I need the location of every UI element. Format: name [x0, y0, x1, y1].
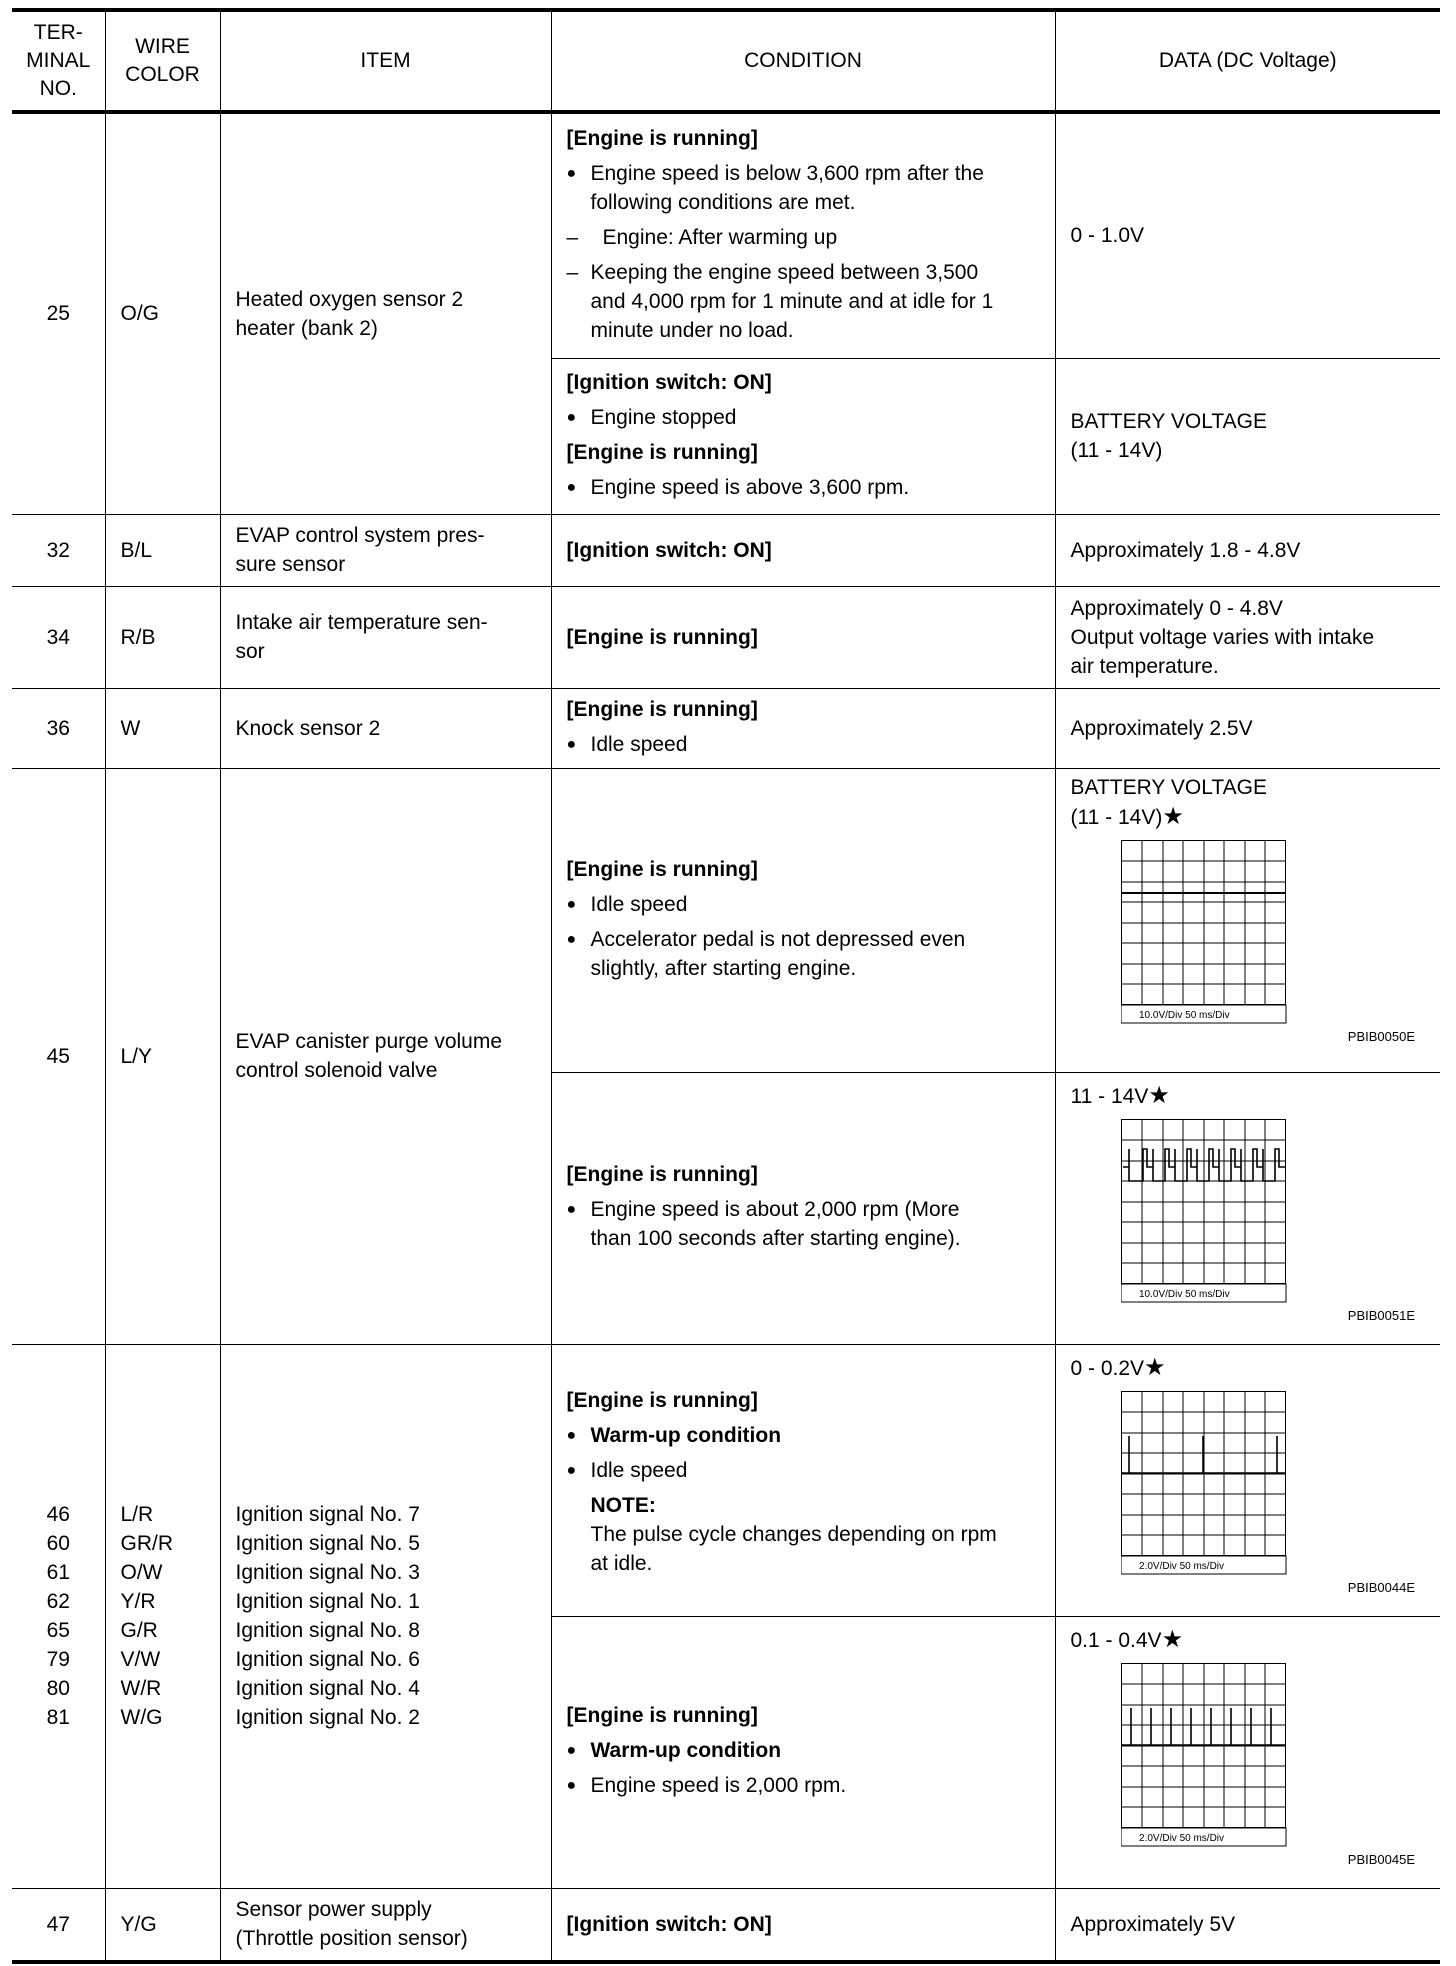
ecm-terminal-table-page	[12, 8, 1440, 1964]
data-cell: Approximately 0 - 4.8V Output voltage varies with intake air temperature.	[1055, 586, 1440, 688]
condition-cell: [Engine is running] ● Idle speed ● Accelerator pedal is not depressed even slightly, after starting engine.	[551, 768, 1055, 1072]
terminal-number: 36	[12, 688, 105, 768]
table-row	[12, 514, 1440, 586]
wire-color: B/L	[105, 514, 220, 586]
terminal-number: 32	[12, 514, 105, 586]
header-data: DATA (DC Voltage)	[1055, 10, 1440, 112]
condition-cell: [Engine is running] ● Idle speed	[551, 688, 1055, 768]
header-terminal: TER- MINAL NO.	[12, 10, 105, 112]
figure-code: PBIB0044E	[1347, 1579, 1415, 1595]
svg-text:10.0V/Div 50 ms/Div: 10.0V/Div 50 ms/Div	[1138, 1288, 1230, 1300]
svg-text:2.0V/Div 50 ms/Div: 2.0V/Div 50 ms/Div	[1138, 1832, 1224, 1844]
wire-color: O/G	[105, 112, 220, 514]
terminal-number-list: 46 60 61 62 65 79 80 81	[12, 1344, 105, 1888]
terminal-number: 47	[12, 1888, 105, 1962]
oscilloscope-waveform	[1121, 1391, 1287, 1575]
data-cell: BATTERY VOLTAGE (11 - 14V)★ 10.0V/Div 50 ms/Div PBIB0050E	[1055, 768, 1440, 1072]
condition-cell: [Ignition switch: ON] ● Engine stopped [Engine is running] ● Engine speed is above 3,600 rpm.	[551, 358, 1055, 514]
condition-cell: [Engine is running]	[551, 586, 1055, 688]
item-name: EVAP control system pres- sure sensor	[220, 514, 551, 586]
condition-cell: [Engine is running] ● Engine speed is about 2,000 rpm (More than 100 seconds after starting engine).	[551, 1072, 1055, 1344]
condition-cell: [Ignition switch: ON]	[551, 1888, 1055, 1962]
table-row	[12, 768, 1440, 1072]
data-cell: 11 - 14V★ 10.0V/Div 50 ms/Div PBIB0051E	[1055, 1072, 1440, 1344]
oscilloscope-waveform	[1121, 1119, 1287, 1303]
data-cell: Approximately 5V	[1055, 1888, 1440, 1962]
item-name-list: Ignition signal No. 7 Ignition signal No. 5 Ignition signal No. 3 Ignition signal No. 1 Ignition signal No. 8 Ignition signal No. 6 Ignition signal No. 4 Ignition signal No. 2	[220, 1344, 551, 1888]
figure-code: PBIB0050E	[1347, 1028, 1415, 1044]
star-icon: ★	[1161, 1625, 1184, 1653]
wire-color: W	[105, 688, 220, 768]
condition-cell: [Ignition switch: ON]	[551, 514, 1055, 586]
data-cell: BATTERY VOLTAGE (11 - 14V)	[1055, 358, 1440, 514]
data-cell: 0.1 - 0.4V★ 2.0V/Div 50 ms/Div PBIB0045E	[1055, 1616, 1440, 1888]
table-row	[12, 1344, 1440, 1616]
svg-text:10.0V/Div 50 ms/Div: 10.0V/Div 50 ms/Div	[1138, 1009, 1230, 1021]
data-cell: Approximately 2.5V	[1055, 688, 1440, 768]
table-row	[12, 688, 1440, 768]
wire-color: L/Y	[105, 768, 220, 1344]
data-cell: 0 - 1.0V	[1055, 112, 1440, 358]
svg-text:2.0V/Div 50 ms/Div: 2.0V/Div 50 ms/Div	[1138, 1560, 1224, 1572]
condition-cell: [Engine is running] ● Warm-up condition ● Idle speed NOTE: The pulse cycle changes depending on rpm at idle.	[551, 1344, 1055, 1616]
header-row	[12, 10, 1440, 112]
oscilloscope-waveform	[1121, 1663, 1287, 1847]
star-icon: ★	[1162, 802, 1184, 830]
wire-color: R/B	[105, 586, 220, 688]
item-name: Heated oxygen sensor 2 heater (bank 2)	[220, 112, 551, 514]
wire-color: Y/G	[105, 1888, 220, 1962]
terminal-number: 45	[12, 768, 105, 1344]
table-row	[12, 112, 1440, 358]
star-icon: ★	[1144, 1353, 1166, 1381]
item-name: Sensor power supply (Throttle position sensor)	[220, 1888, 551, 1962]
header-condition: CONDITION	[551, 10, 1055, 112]
condition-cell: [Engine is running] ● Engine speed is below 3,600 rpm after the following conditions are met. – Engine: After warming up – Keeping the engine speed between 3,500 and 4,000 rpm for 1 minute and at idle for 1 minute under no load.	[551, 112, 1055, 358]
wire-color-list: L/R GR/R O/W Y/R G/R V/W W/R W/G	[105, 1344, 220, 1888]
terminal-data-table	[12, 8, 1440, 1964]
header-wire-color: WIRE COLOR	[105, 10, 220, 112]
item-name: EVAP canister purge volume control solenoid valve	[220, 768, 551, 1344]
item-name: Knock sensor 2	[220, 688, 551, 768]
item-name: Intake air temperature sen- sor	[220, 586, 551, 688]
oscilloscope-waveform	[1121, 840, 1287, 1024]
star-icon: ★	[1148, 1081, 1170, 1109]
terminal-number: 25	[12, 112, 105, 514]
terminal-number: 34	[12, 586, 105, 688]
table-row	[12, 1888, 1440, 1962]
condition-cell: [Engine is running] ● Warm-up condition ● Engine speed is 2,000 rpm.	[551, 1616, 1055, 1888]
data-cell: Approximately 1.8 - 4.8V	[1055, 514, 1440, 586]
header-item: ITEM	[220, 10, 551, 112]
figure-code: PBIB0045E	[1347, 1851, 1415, 1867]
table-row	[12, 586, 1440, 688]
data-cell: 0 - 0.2V★ 2.0V/Div 50 ms/Div PBIB0044E	[1055, 1344, 1440, 1616]
figure-code: PBIB0051E	[1347, 1307, 1415, 1323]
